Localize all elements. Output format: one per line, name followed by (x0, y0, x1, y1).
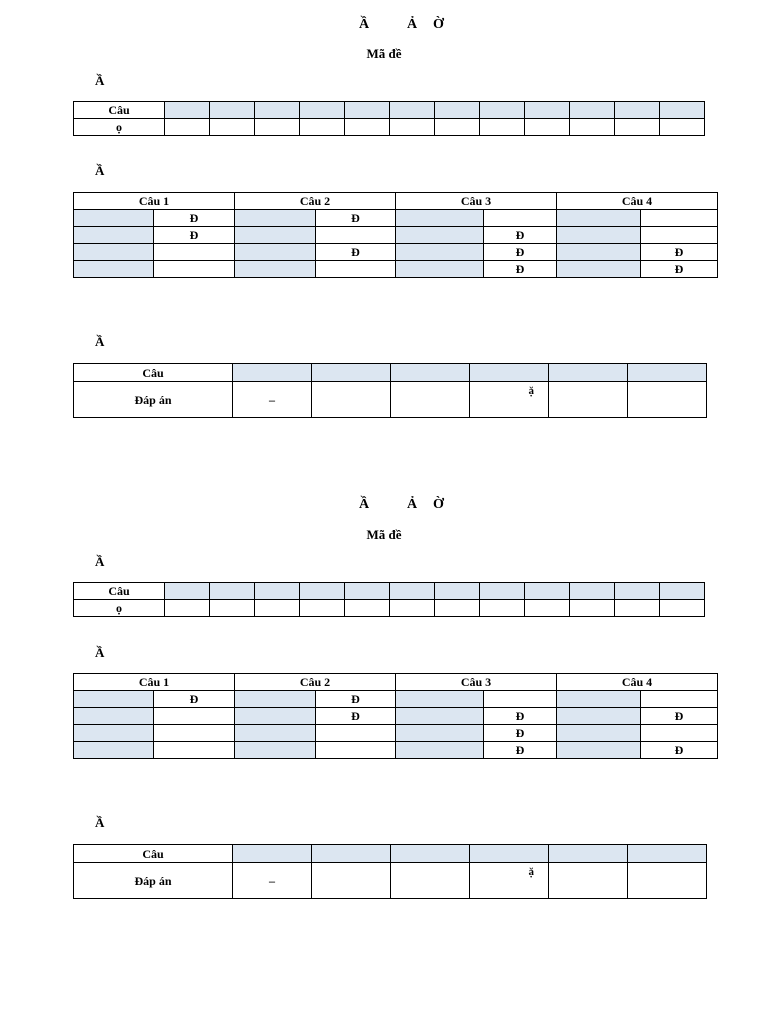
row-label: Câu (74, 845, 233, 863)
title-glyph: Ả (407, 17, 418, 32)
statement-cell (396, 210, 484, 227)
row-label: Câu (74, 102, 165, 119)
answer-cell (345, 119, 390, 136)
statement-cell (396, 708, 484, 725)
answer-cell (300, 600, 345, 617)
answer-cell (470, 382, 549, 418)
answer-cell (615, 583, 660, 600)
answer-cell (345, 583, 390, 600)
answer-cell (300, 583, 345, 600)
mark-cell: Đ (484, 227, 557, 244)
answer-cell (435, 119, 480, 136)
answer-cell (525, 102, 570, 119)
answer-cell (390, 119, 435, 136)
mark-cell: Đ (154, 691, 235, 708)
title-glyph: Ầ (359, 17, 370, 32)
exam-code-label: Mã đề (366, 527, 402, 542)
question-header: Câu 2 (235, 674, 396, 691)
exam-2-title (0, 497, 768, 515)
mark-cell (641, 227, 718, 244)
statement-cell (235, 210, 316, 227)
mark-cell: Đ (316, 210, 396, 227)
statement-cell (557, 227, 641, 244)
mark-cell (484, 210, 557, 227)
answer-cell (615, 119, 660, 136)
row-label: ọ (74, 119, 165, 136)
answer-cell (165, 119, 210, 136)
answer-cell (470, 863, 549, 899)
mark-cell: Đ (316, 244, 396, 261)
part-2-answer-table (73, 673, 718, 759)
answer-cell (570, 583, 615, 600)
part-1-answer-table (73, 582, 705, 617)
part-3-heading: Ầ (95, 815, 105, 830)
answer-cell (390, 102, 435, 119)
answer-cell (525, 119, 570, 136)
statement-cell (557, 244, 641, 261)
statement-cell (396, 244, 484, 261)
statement-cell (74, 244, 154, 261)
mark-cell (154, 725, 235, 742)
mark-cell: Đ (154, 210, 235, 227)
statement-cell (74, 708, 154, 725)
question-cell (549, 845, 628, 863)
question-cell (628, 364, 707, 382)
statement-cell (396, 725, 484, 742)
mark-cell (641, 691, 718, 708)
mark-cell (154, 244, 235, 261)
answer-cell (210, 583, 255, 600)
statement-cell (235, 244, 316, 261)
answer-cell (300, 119, 345, 136)
statement-cell (235, 708, 316, 725)
part-1-heading: Ầ (95, 73, 105, 88)
statement-cell (396, 261, 484, 278)
mark-cell (316, 227, 396, 244)
question-header: Câu 3 (396, 193, 557, 210)
question-header: Câu 1 (74, 674, 235, 691)
statement-cell (74, 210, 154, 227)
part-1-answer-table (73, 101, 705, 136)
statement-cell (396, 227, 484, 244)
answer-cell (660, 600, 705, 617)
part-2-heading: Ầ (95, 163, 105, 178)
part-2-heading: Ầ (95, 645, 105, 660)
statement-cell (396, 742, 484, 759)
answer-cell (480, 600, 525, 617)
answer-cell: – (233, 863, 312, 899)
answer-cell (435, 600, 480, 617)
answer-cell (165, 583, 210, 600)
mark-cell (641, 725, 718, 742)
answer-cell (165, 102, 210, 119)
mark-cell (316, 261, 396, 278)
exam-1-title (0, 17, 768, 35)
answer-cell (255, 102, 300, 119)
question-header: Câu 3 (396, 674, 557, 691)
mark-cell: Đ (641, 708, 718, 725)
question-header: Câu 4 (557, 193, 718, 210)
question-cell (312, 845, 391, 863)
statement-cell (557, 210, 641, 227)
row-label: Câu (74, 583, 165, 600)
title-glyph: Ả (407, 497, 418, 512)
statement-cell (235, 742, 316, 759)
answer-cell (480, 119, 525, 136)
question-header: Câu 1 (74, 193, 235, 210)
exam-code-label: Mã đề (366, 46, 402, 61)
answer-cell (312, 382, 391, 418)
answer-cell (210, 102, 255, 119)
title-glyph: Ờ (433, 497, 444, 512)
answer-cell (391, 382, 470, 418)
question-cell (628, 845, 707, 863)
mark-cell: Đ (316, 691, 396, 708)
part-3-answer-table (73, 844, 707, 899)
row-label: Đáp án (74, 382, 233, 418)
mark-cell (316, 742, 396, 759)
answer-cell (570, 102, 615, 119)
statement-cell (235, 725, 316, 742)
statement-cell (235, 227, 316, 244)
answer-cell (660, 583, 705, 600)
mark-cell: Đ (484, 261, 557, 278)
mark-cell: Đ (154, 227, 235, 244)
part-3-heading: Ầ (95, 334, 105, 349)
statement-cell (74, 261, 154, 278)
statement-cell (235, 261, 316, 278)
statement-cell (74, 691, 154, 708)
answer-cell (165, 600, 210, 617)
question-header: Câu 2 (235, 193, 396, 210)
answer-cell (210, 600, 255, 617)
answer-cell (615, 600, 660, 617)
question-cell (312, 364, 391, 382)
mark-cell: Đ (641, 261, 718, 278)
answer-cell (570, 119, 615, 136)
statement-cell (235, 691, 316, 708)
answer-cell (255, 119, 300, 136)
mark-cell: Đ (316, 708, 396, 725)
statement-cell (396, 691, 484, 708)
mark-cell: Đ (484, 725, 557, 742)
question-cell (470, 364, 549, 382)
question-cell (233, 845, 312, 863)
mark-cell: Đ (484, 708, 557, 725)
answer-cell: – (233, 382, 312, 418)
question-cell (470, 845, 549, 863)
answer-cell (255, 583, 300, 600)
answer-cell (615, 102, 660, 119)
answer-cell (210, 119, 255, 136)
statement-cell (557, 261, 641, 278)
answer-cell (480, 102, 525, 119)
mark-cell (316, 725, 396, 742)
question-cell (391, 364, 470, 382)
row-label: ọ (74, 600, 165, 617)
mark-cell (154, 742, 235, 759)
answer-cell (660, 102, 705, 119)
question-header: Câu 4 (557, 674, 718, 691)
answer-cell (628, 382, 707, 418)
part-3-answer-table (73, 363, 707, 418)
mark-cell: Đ (484, 742, 557, 759)
answer-cell (390, 583, 435, 600)
mark-cell: Đ (641, 244, 718, 261)
answer-cell (525, 583, 570, 600)
answer-cell (549, 382, 628, 418)
answer-cell (312, 863, 391, 899)
answer-note: ặ (528, 384, 534, 397)
answer-cell (390, 600, 435, 617)
mark-cell (641, 210, 718, 227)
answer-cell (525, 600, 570, 617)
answer-cell (570, 600, 615, 617)
mark-cell: Đ (484, 244, 557, 261)
statement-cell (557, 742, 641, 759)
statement-cell (557, 708, 641, 725)
mark-cell (154, 708, 235, 725)
mark-cell: Đ (641, 742, 718, 759)
answer-cell (345, 102, 390, 119)
statement-cell (74, 742, 154, 759)
answer-cell (480, 583, 525, 600)
statement-cell (74, 725, 154, 742)
mark-cell (154, 261, 235, 278)
title-glyph: Ờ (433, 17, 444, 32)
question-cell (391, 845, 470, 863)
mark-cell (484, 691, 557, 708)
part-1-heading: Ầ (95, 554, 105, 569)
answer-cell (345, 600, 390, 617)
title-glyph: Ầ (359, 497, 370, 512)
part-2-answer-table (73, 192, 718, 278)
question-cell (233, 364, 312, 382)
answer-cell (255, 600, 300, 617)
answer-cell (549, 863, 628, 899)
statement-cell (557, 725, 641, 742)
statement-cell (74, 227, 154, 244)
answer-cell (435, 102, 480, 119)
answer-note: ặ (528, 865, 534, 878)
answer-cell (300, 102, 345, 119)
row-label: Câu (74, 364, 233, 382)
row-label: Đáp án (74, 863, 233, 899)
answer-cell (660, 119, 705, 136)
question-cell (549, 364, 628, 382)
answer-cell (435, 583, 480, 600)
answer-cell (391, 863, 470, 899)
statement-cell (557, 691, 641, 708)
answer-cell (628, 863, 707, 899)
